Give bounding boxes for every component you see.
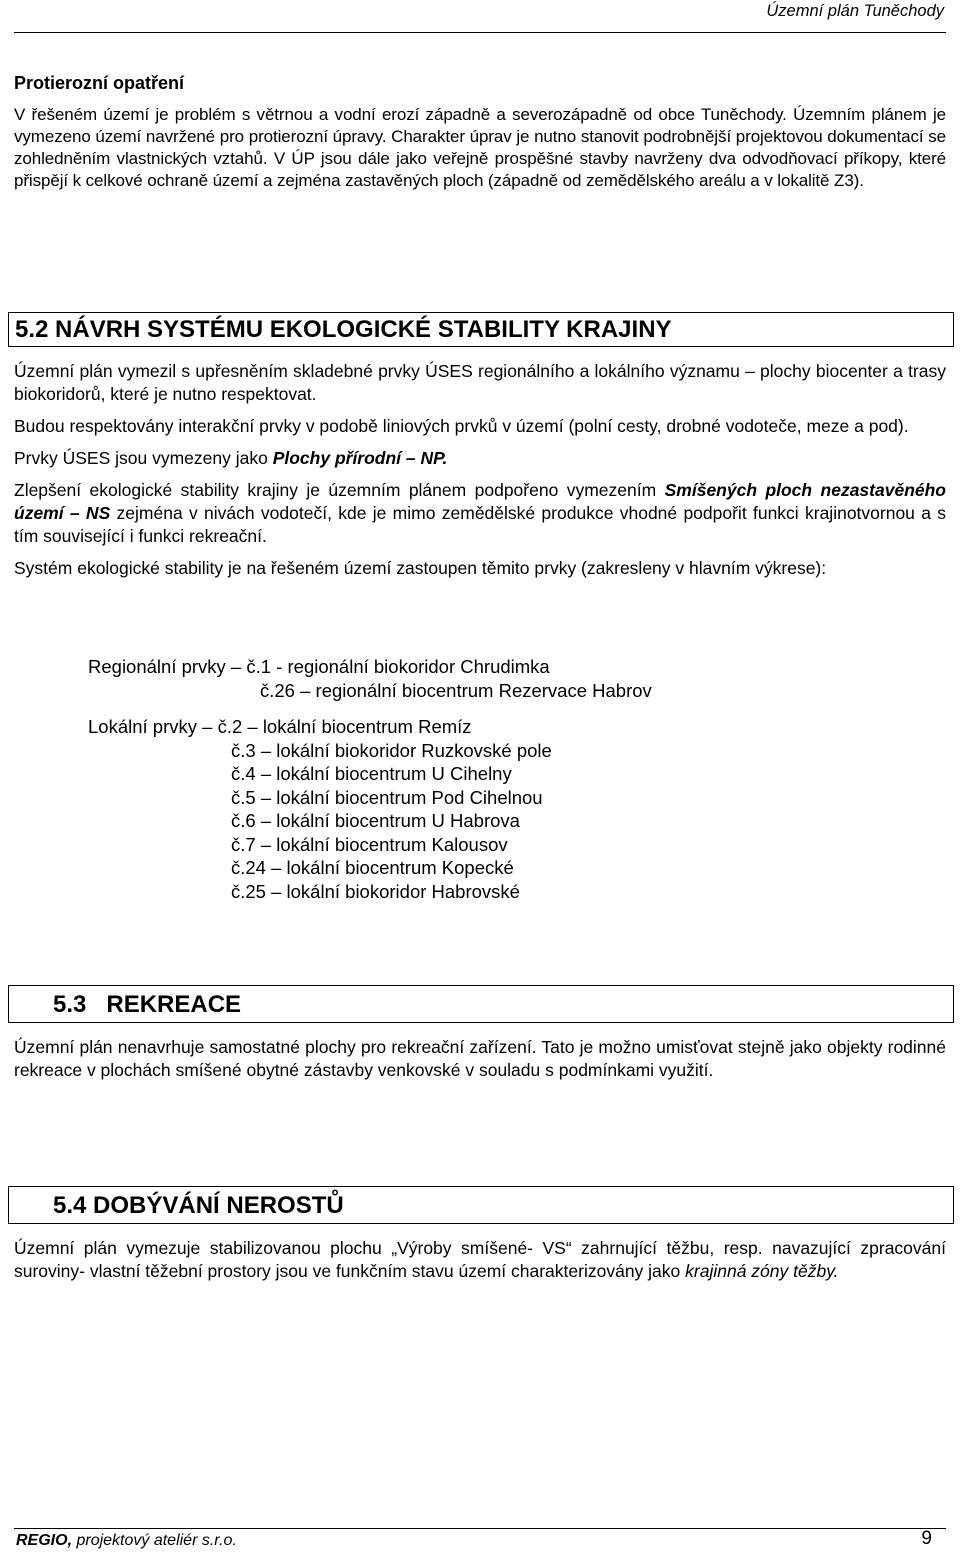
section-5-4-heading: [8, 1186, 954, 1224]
list-item: č.6 – lokální biocentrum U Habrova: [231, 810, 520, 831]
erosion-section: [14, 72, 946, 192]
mining-paragraph: [14, 1237, 946, 1283]
erosion-text: V řešeném území je problém s větrnou a vodní erozí západně a severozápadně od obce Tuněchody. Územním plánem je vymezeno území navržené pro protierozní úpravy. Charakter úprav je nutno stanovit podrobnější projektovou dokumentací se zohledněním vlastnických vztahů. V ÚP jsou dále jako veřejně prospěšné stavby navrženy dva odvodňovací příkopy, které přispějí k celkové ochraně území a zejména zastavěných ploch (západně od zemědělského areálu a v lokalitě Z3).: [14, 105, 946, 190]
section-5-2-title: 5.2 NÁVRH SYSTÉMU EKOLOGICKÉ STABILITY KRAJINY: [15, 316, 672, 343]
list-item: [88, 679, 652, 703]
local-item: č.2 – lokální biocentrum Remíz: [217, 716, 472, 737]
regional-item: č.1 - regionální biokoridor Chrudimka: [246, 656, 550, 677]
regional-label: Regionální prvky –: [88, 656, 247, 677]
list-item: [88, 655, 652, 679]
page-number: 9: [921, 1528, 932, 1549]
uses-paragraph: Územní plán vymezil s upřesněním skladebné prvky ÚSES regionálního a lokálního významu – plochy biocenter a trasy biokoridorů, které je nutno respektovat.: [14, 361, 946, 404]
list-item: [88, 715, 552, 739]
footer-company: [16, 1532, 237, 1550]
section-5-3-title: 5.3 REKREACE: [53, 991, 242, 1018]
list-item: č.7 – lokální biocentrum Kalousov: [231, 833, 508, 855]
interaction-elements-paragraph: Budou respektovány interakční prvky v podobě liniových prvků v území (polní cesty, drobné vodoteče, meze a pod).: [14, 416, 909, 436]
company-name: REGIO,: [16, 1532, 73, 1549]
section-5-2-body: [14, 360, 946, 580]
natural-areas-paragraph: [14, 447, 946, 470]
stability-text-start: Zlepšení ekologické stability krajiny je územním plánem podpořeno vymezením: [14, 480, 665, 500]
section-5-2-heading: [8, 312, 954, 347]
list-item: č.25 – lokální biokoridor Habrovské: [231, 880, 520, 902]
mining-text: Územní plán vymezuje stabilizovanou plochu „Výroby smíšené- VS“ zahrnující těžbu, resp. navazující zpracování suroviny- vlastní těžební prostory jsou ve funkčním stavu území charakterizovány jako: [14, 1238, 946, 1281]
local-elements-list: [88, 715, 552, 903]
header-title: Územní plán Tuněchody: [766, 2, 944, 20]
section-5-3-heading: [8, 985, 954, 1023]
erosion-heading: Protierozní opatření: [14, 73, 185, 93]
natural-areas-code: Plochy přírodní – NP.: [272, 448, 448, 468]
section-5-4-body: [14, 1237, 946, 1283]
local-label: Lokální prvky –: [88, 716, 218, 737]
section-5-3-body: [14, 1036, 946, 1082]
footer-divider: [14, 1528, 946, 1529]
list-item: č.4 – lokální biocentrum U Cihelny: [231, 763, 512, 784]
stability-text-end: zejména v nivách vodotečí, kde je mimo zemědělské produkce vhodné podpořit funkci krajinotvornou a s tím související i funkci rekreační.: [14, 503, 946, 546]
natural-areas-text: Prvky ÚSES jsou vymezeny jako: [14, 448, 273, 468]
mixed-areas-term: Smíšených ploch nezastavěného území – NS: [14, 480, 946, 523]
mining-zone-term: krajinná zóny těžby.: [685, 1261, 839, 1281]
regional-elements-list: [88, 655, 652, 702]
list-item: č.24 – lokální biocentrum Kopecké: [231, 857, 514, 878]
regional-item: č.26 – regionální biocentrum Rezervace Habrov: [260, 679, 652, 701]
recreation-paragraph: Územní plán nenavrhuje samostatné plochy pro rekreační zařízení. Tato je možno umisťovat stejně jako objekty rodinné rekreace v plochách smíšené obytné zástavby venkovské v souladu s podmínkami využití.: [14, 1037, 946, 1080]
system-paragraph: Systém ekologické stability je na řešeném území zastoupen těmito prvky (zakresleny v hlavním výkrese):: [14, 558, 827, 578]
header-divider: [14, 32, 946, 33]
list-item: č.3 – lokální biokoridor Ruzkovské pole: [231, 739, 552, 761]
section-5-4-title: 5.4 DOBÝVÁNÍ NEROSTŮ: [53, 1192, 344, 1219]
stability-paragraph: [14, 479, 946, 548]
list-item: č.5 – lokální biocentrum Pod Cihelnou: [231, 786, 543, 808]
company-suffix: projektový ateliér s.r.o.: [72, 1532, 237, 1549]
